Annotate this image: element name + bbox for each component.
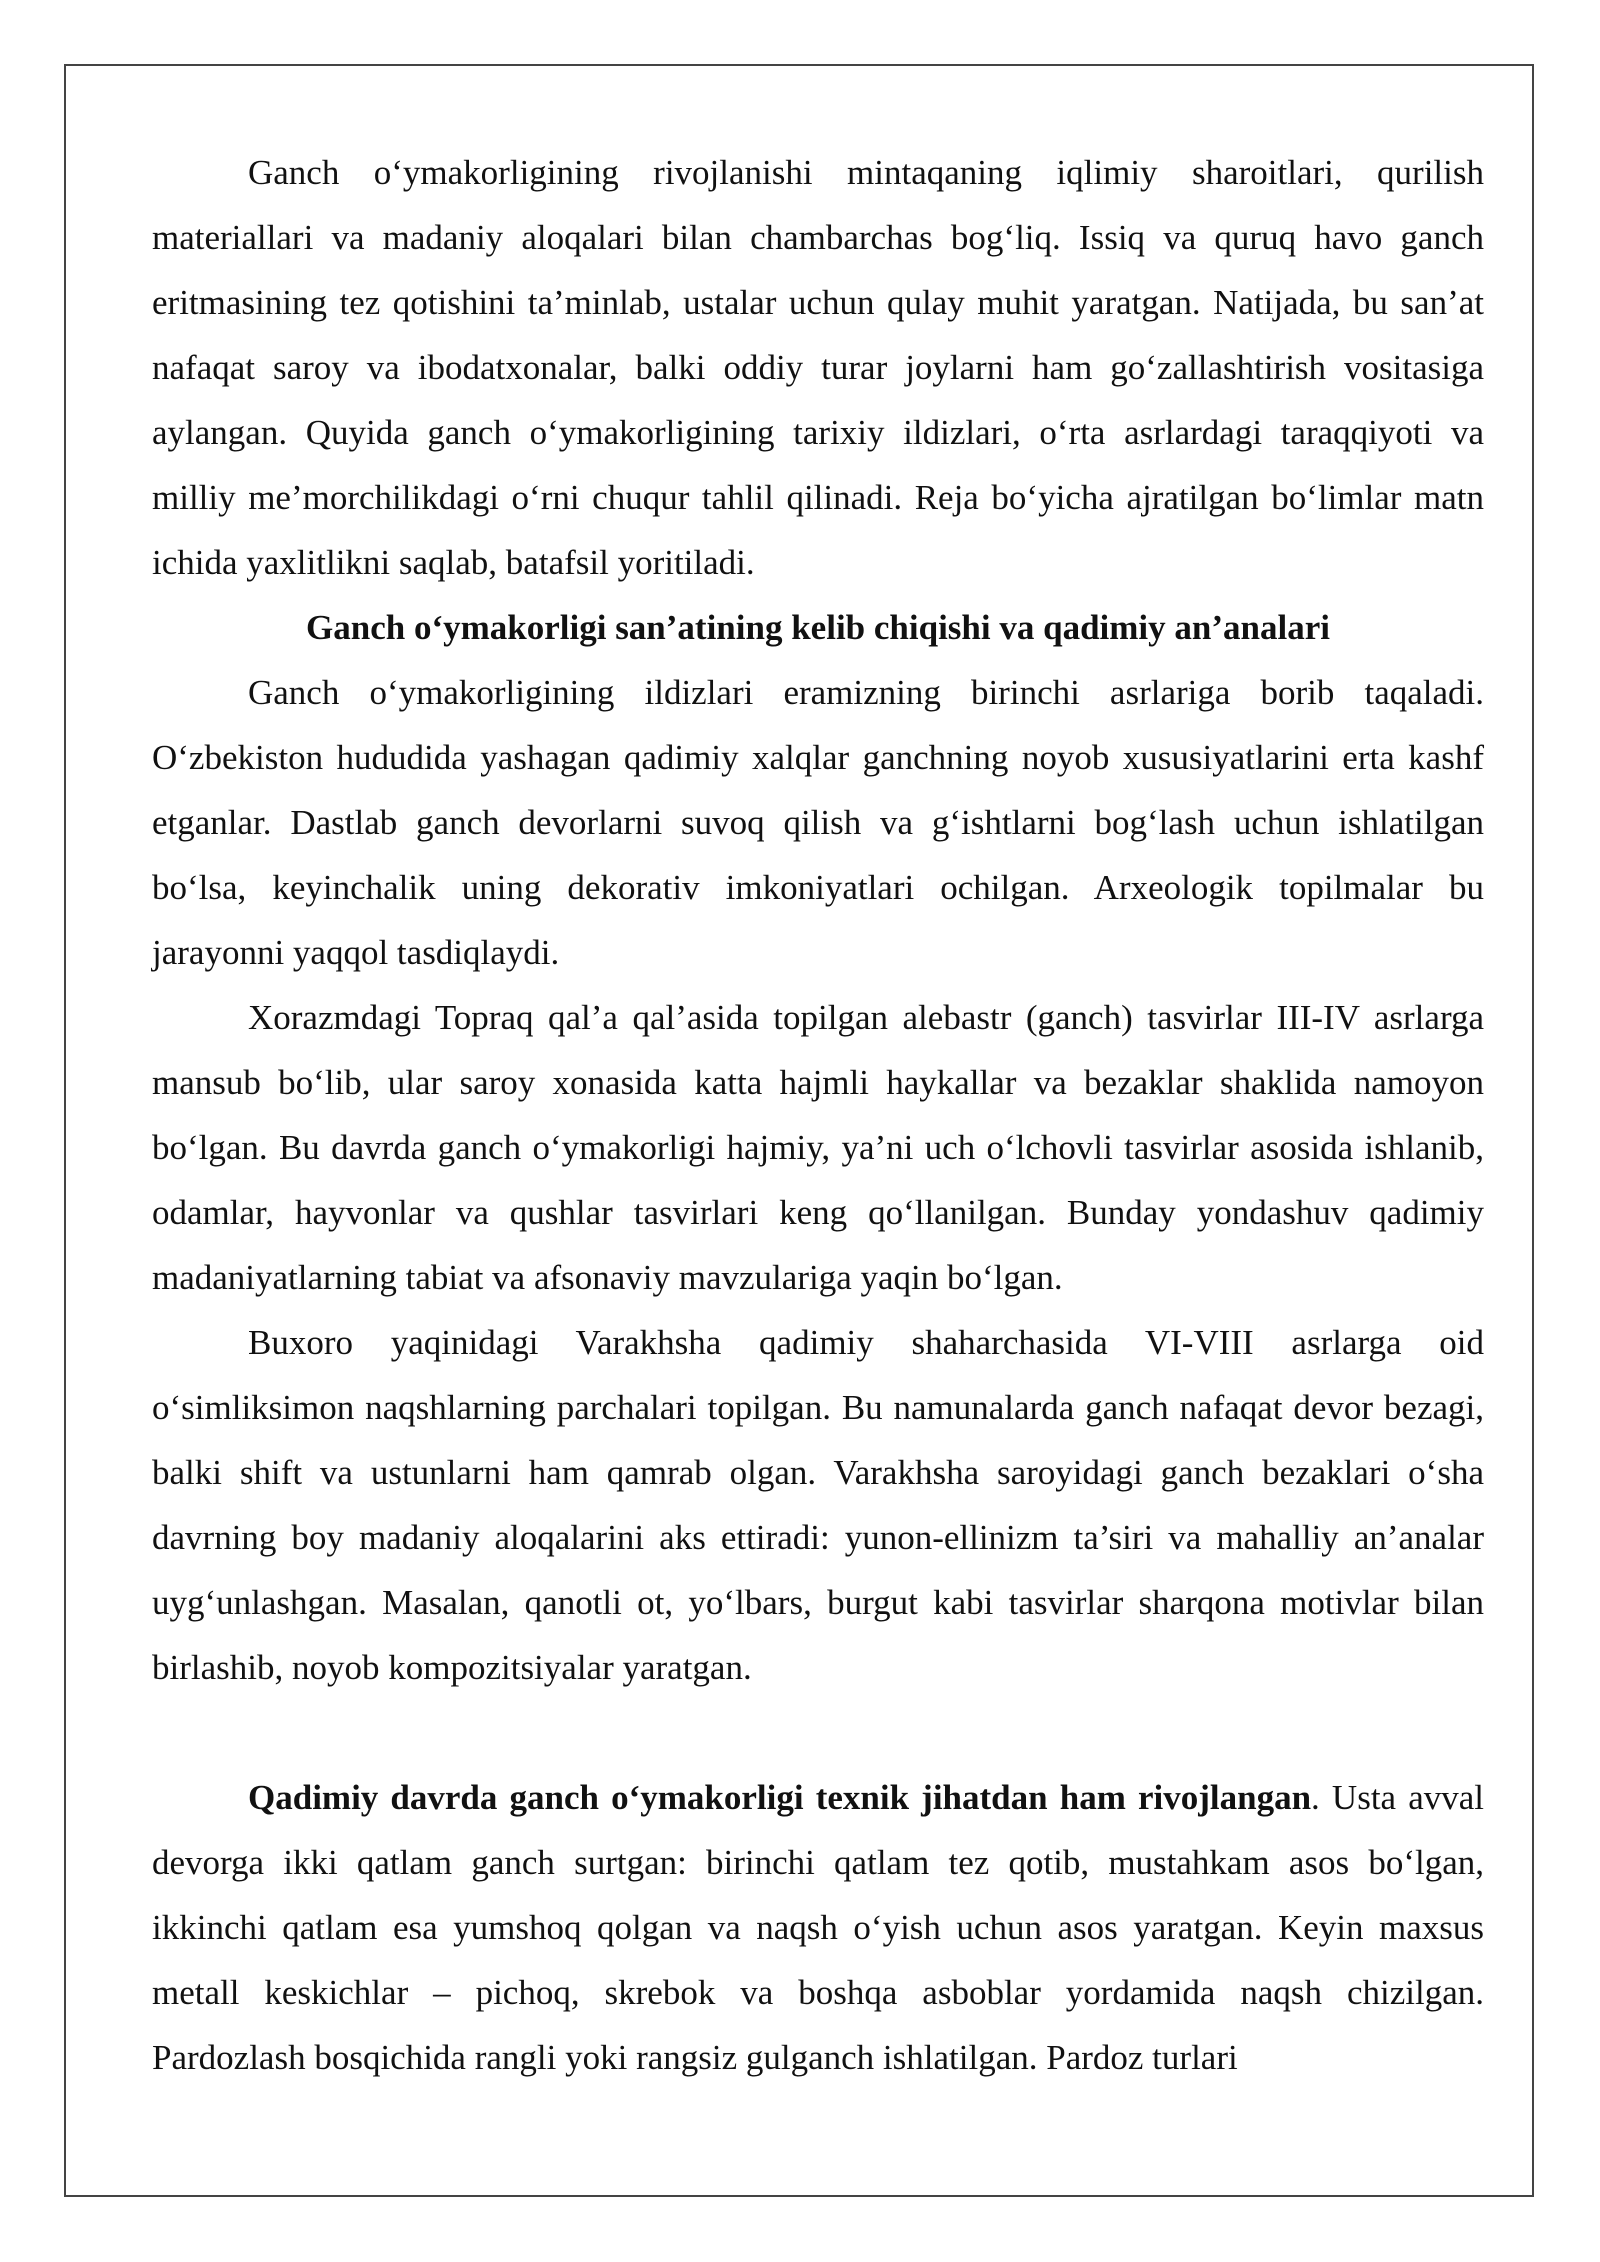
- technique-lead-bold: Qadimiy davrda ganch o‘ymakorligi texnik jihatdan ham rivojlangan: [248, 1778, 1312, 1817]
- intro-paragraph: Ganch o‘ymakorligining rivojlanishi mintaqaning iqlimiy sharoitlari, qurilish materiallari va madaniy aloqalari bilan chambarchas bog‘liq. Issiq va quruq havo ganch eritmasining tez qotishini ta’minlab, ustalar uchun qulay muhit yaratgan. Natijada, bu san’at nafaqat saroy va ibodatxonalar, balki oddiy turar joylarni ham go‘zallashtirish vositasiga aylangan. Quyida ganch o‘ymakorligining tarixiy ildizlari, o‘rta asrlardagi taraqqiyoti va milliy me’morchilikdagi o‘rni chuqur tahlil qilinadi. Reja bo‘yicha ajratilgan bo‘limlar matn ichida yaxlitlikni saqlab, batafsil yoritiladi.: [152, 153, 1484, 582]
- document-body: [152, 140, 1484, 2090]
- toprak-kala-paragraph: Xorazmdagi Topraq qal’a qal’asida topilgan alebastr (ganch) tasvirlar III-IV asrlarga mansub bo‘lib, ular saroy xonasida katta hajmli haykallar va bezaklar shaklida namoyon bo‘lgan. Bu davrda ganch o‘ymakorligi hajmiy, ya’ni uch o‘lchovli tasvirlar asosida ishlanib, odamlar, hayvonlar va qushlar tasvirlari keng qo‘llanilgan. Bunday yondashuv qadimiy madaniyatlarning tabiat va afsonaviy mavzulariga yaqin bo‘lgan.: [152, 998, 1484, 1297]
- varakhsha-paragraph: Buxoro yaqinidagi Varakhsha qadimiy shaharchasida VI-VIII asrlarga oid o‘simliksimon naqshlarning parchalari topilgan. Bu namunalarda ganch nafaqat devor bezagi, balki shift va ustunlarni ham qamrab olgan. Varakhsha saroyidagi ganch bezaklari o‘sha davrning boy madaniy aloqalarini aks ettiradi: yunon-ellinizm ta’siri va mahalliy an’analar uyg‘unlashgan. Masalan, qanotli ot, yo‘lbars, burgut kabi tasvirlar sharqona motivlar bilan birlashib, noyob kompozitsiyalar yaratgan.: [152, 1323, 1484, 1687]
- section-heading: Ganch o‘ymakorligi san’atining kelib chiqishi va qadimiy an’analari: [306, 608, 1330, 647]
- paragraph-spacer: [152, 1700, 1484, 1765]
- technique-text: . Usta avval devorga ikki qatlam ganch surtgan: birinchi qatlam tez qotib, mustahkam asos bo‘lgan, ikkinchi qatlam esa yumshoq qolgan va naqsh o‘yish uchun asos yaratgan. Keyin maxsus metall keskichlar – pichoq, skrebok va boshqa asboblar yordamida naqsh chizilgan. Pardozlash bosqichida rangli yoki rangsiz gulganch ishlatilgan. Pardoz turlari: [152, 1778, 1484, 2077]
- technique-paragraph: [152, 1765, 1484, 2090]
- origins-paragraph: Ganch o‘ymakorligining ildizlari eramizning birinchi asrlariga borib taqaladi. O‘zbekiston hududida yashagan qadimiy xalqlar ganchning noyob xususiyatlarini erta kashf etganlar. Dastlab ganch devorlarni suvoq qilish va g‘ishtlarni bog‘lash uchun ishlatilgan bo‘lsa, keyinchalik uning dekorativ imkoniyatlari ochilgan. Arxeologik topilmalar bu jarayonni yaqqol tasdiqlaydi.: [152, 673, 1484, 972]
